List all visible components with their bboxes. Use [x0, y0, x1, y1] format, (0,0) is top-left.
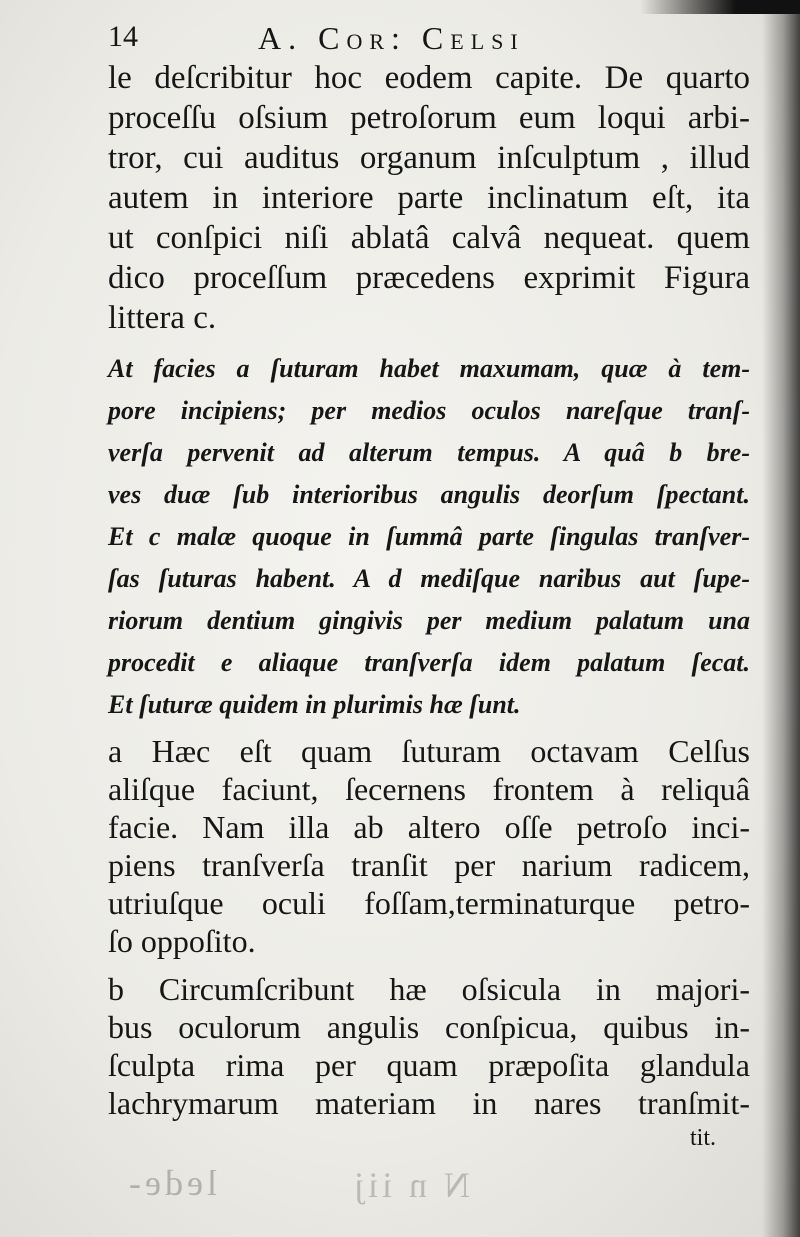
paragraph-celsus-quote	[108, 348, 750, 726]
catchword: tit.	[690, 1125, 717, 1151]
note-b	[108, 970, 750, 1122]
page-corner-shadow	[640, 0, 800, 14]
text-line: Et c malæ quoque in ſummâ parte ſingulas tranſver-	[108, 522, 750, 551]
text-line: bus oculorum angulis conſpicua, quibus in-	[108, 1009, 750, 1045]
text-line: tror, cui auditus organum inſculptum , illud	[108, 140, 750, 176]
page-number: 14	[108, 20, 138, 53]
text-line: piens tranſverſa tranſit per narium radicem,	[108, 847, 750, 883]
text-line: utriuſque oculi foſſam,terminaturque petro-	[108, 885, 750, 921]
text-line: autem in interiore parte inclinatum eſt, ita	[108, 180, 750, 216]
text-line: littera c.	[108, 300, 217, 336]
text-line: a Hæc eſt quam ſuturam octavam Celſus	[108, 733, 750, 769]
text-line: procedit e aliaque tranſverſa idem palatum ſecat.	[108, 648, 750, 677]
text-line: aliſque faciunt, ſecernens frontem à reliquâ	[108, 771, 750, 807]
note-a	[108, 732, 750, 960]
paragraph-gap	[108, 960, 750, 970]
page-body	[108, 58, 750, 1122]
text-line: pore incipiens; per medios oculos nareſque tranſ-	[108, 396, 750, 425]
page-edge-shadow	[762, 0, 800, 1237]
paragraph-gap	[108, 338, 750, 348]
text-line: lachrymarum materiam in nares tranſmit-	[108, 1085, 750, 1121]
text-line: ut conſpici niſi ablatâ calvâ nequeat. quem	[108, 220, 750, 256]
paragraph-commentary	[108, 58, 750, 338]
text-line: verſa pervenit ad alterum tempus. A quâ b bre-	[108, 438, 750, 467]
text-line: ves duæ ſub interioribus angulis deorſum ſpectant.	[108, 480, 750, 509]
show-through-text: lede-	[125, 1163, 217, 1203]
show-through-text: N n iij	[350, 1165, 471, 1205]
text-line: riorum dentium gingivis per medium palatum una	[108, 606, 750, 635]
text-line: dico proceſſum præcedens exprimit Figura	[108, 260, 750, 296]
running-title: A. Cor: Celsi	[258, 20, 525, 56]
text-line: ſo oppoſito.	[108, 923, 256, 959]
text-line: facie. Nam illa ab altero oſſe petroſo inci-	[108, 809, 750, 845]
page-header	[108, 14, 748, 58]
text-line: At facies a ſuturam habet maxumam, quæ à tem-	[108, 354, 750, 383]
text-line: le deſcribitur hoc eodem capite. De quarto	[108, 60, 750, 96]
text-line: Et ſuturæ quidem in plurimis hæ ſunt.	[108, 690, 521, 719]
text-line: b Circumſcribunt hæ oſsicula in majori-	[108, 971, 750, 1007]
text-line: ſas ſuturas habent. A d mediſque naribus aut ſupe-	[108, 564, 750, 593]
text-line: proceſſu oſsium petroſorum eum loqui arbi-	[108, 100, 750, 136]
text-line: ſculpta rima per quam præpoſita glandula	[108, 1047, 750, 1083]
